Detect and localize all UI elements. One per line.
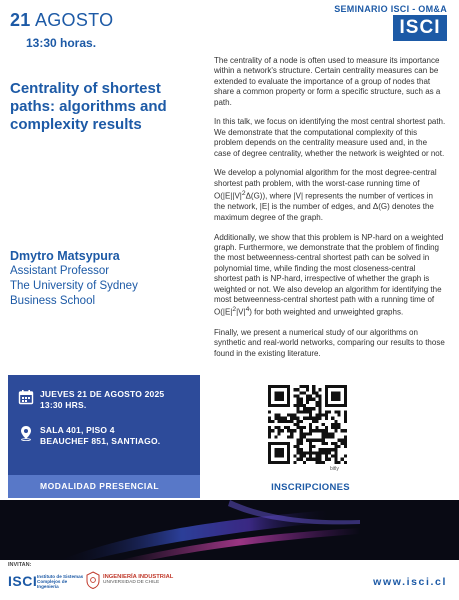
invitan-label: INVITAN: [8, 562, 32, 568]
abstract-p3-b: Δ(G)), where |V| represents the number of vertices in the network, |E| is the number of edges, and Δ(G) denotes the maximum degree of the graph. [214, 191, 434, 222]
info-date-row [18, 389, 164, 411]
university-seal-icon [86, 571, 100, 589]
modality-label: MODALIDAD PRESENCIAL [8, 475, 200, 498]
qr-link-label: bitly [330, 466, 339, 472]
abstract-p4-sup2: 4 [245, 306, 250, 314]
speaker-role: Assistant Professor [10, 265, 110, 277]
event-month: AGOSTO [34, 10, 114, 30]
abstract-paragraph-3 [214, 168, 446, 223]
location-pin-icon [18, 425, 34, 441]
qr-code-icon[interactable] [268, 385, 347, 464]
info-date-line2: 13:30 HRS. [40, 400, 87, 410]
footer-dept-line1: INGENIERÍA INDUSTRIAL [103, 574, 174, 580]
info-place-row [18, 425, 160, 447]
speaker-block [10, 249, 206, 309]
info-place-line2: BEAUCHEF 851, SANTIAGO. [40, 436, 161, 446]
event-time: 13:30 horas. [26, 36, 97, 50]
abstract-paragraph-2: In this talk, we focus on identifying the most central shortest path. We demonstrate that the computational complexity of this problem depends on the centrality measure used and, in the case of degree centrality, whether the network is weighted or not. [214, 117, 446, 158]
abstract-paragraph-1: The centrality of a node is often used to measure its importance within a network's structure. Certain centrality measures can be extended to evaluate the importance of a group of nodes that share a common property or form a specific structure, such as a path. [214, 56, 441, 107]
speaker-affiliation-1: The University of Sydney [10, 280, 138, 292]
speaker-name: Dmytro Matsypura [10, 249, 120, 263]
info-place-line1: SALA 401, PISO 4 [40, 425, 115, 435]
abstract-p4-a: Additionally, we show that this problem is NP-hard on a weighted graph. Furthermore, we demonstrate that the problem of finding the most betweenness-central shortest path can be solved in polynomial time, while finding the most closeness-central shortest path is NP-hard, irrespective of whether the graph is weighted or not. We also develop an algorithm for identifying the most betweenness-central shortest path with a running time of O(|E| [214, 232, 444, 318]
light-streak-graphic [0, 500, 459, 560]
abstract-paragraph-5: Finally, we present a numerical study of our algorithms on synthetic and real-world networks, comparing our results to those found in the existing literature. [214, 327, 445, 358]
footer-department [103, 574, 173, 586]
event-info-box [8, 375, 200, 498]
registration-label[interactable]: INSCRIPCIONES [271, 482, 350, 493]
seminar-label: SEMINARIO ISCI - OM&A [334, 4, 447, 14]
talk-title: Centrality of shortest paths: algorithms and complexity results [10, 80, 167, 133]
website-link[interactable]: www.isci.cl [373, 576, 447, 588]
info-date-line1: JUEVES 21 DE AGOSTO 2025 [40, 389, 165, 399]
footer-isci-logo: ISCI [8, 573, 38, 589]
event-date [10, 10, 113, 31]
abstract-p4-c: ) for both weighted and unweighted graphs. [249, 308, 404, 318]
isci-logo: ISCI [393, 15, 447, 41]
footer-dept-line2: UNIVERSIDAD DE CHILE [103, 580, 160, 586]
abstract-p4-sup: 2 [232, 306, 237, 314]
abstract [214, 56, 446, 368]
abstract-p3-a: We develop a polynomial algorithm for the most degree-central shortest path problem, with the worst-case running time of O(|E||V| [214, 168, 437, 201]
footer-institute-name: Instituto de Sistemas Complejos de Ingeniería [37, 574, 84, 589]
abstract-p4-b: |V| [236, 308, 246, 318]
footer [0, 560, 459, 600]
decorative-banner [0, 500, 459, 560]
abstract-paragraph-4 [214, 233, 446, 319]
speaker-affiliation-2: Business School [10, 295, 96, 307]
calendar-icon [18, 389, 34, 405]
event-day: 21 [10, 10, 31, 30]
abstract-p3-sup: 2 [241, 190, 246, 198]
